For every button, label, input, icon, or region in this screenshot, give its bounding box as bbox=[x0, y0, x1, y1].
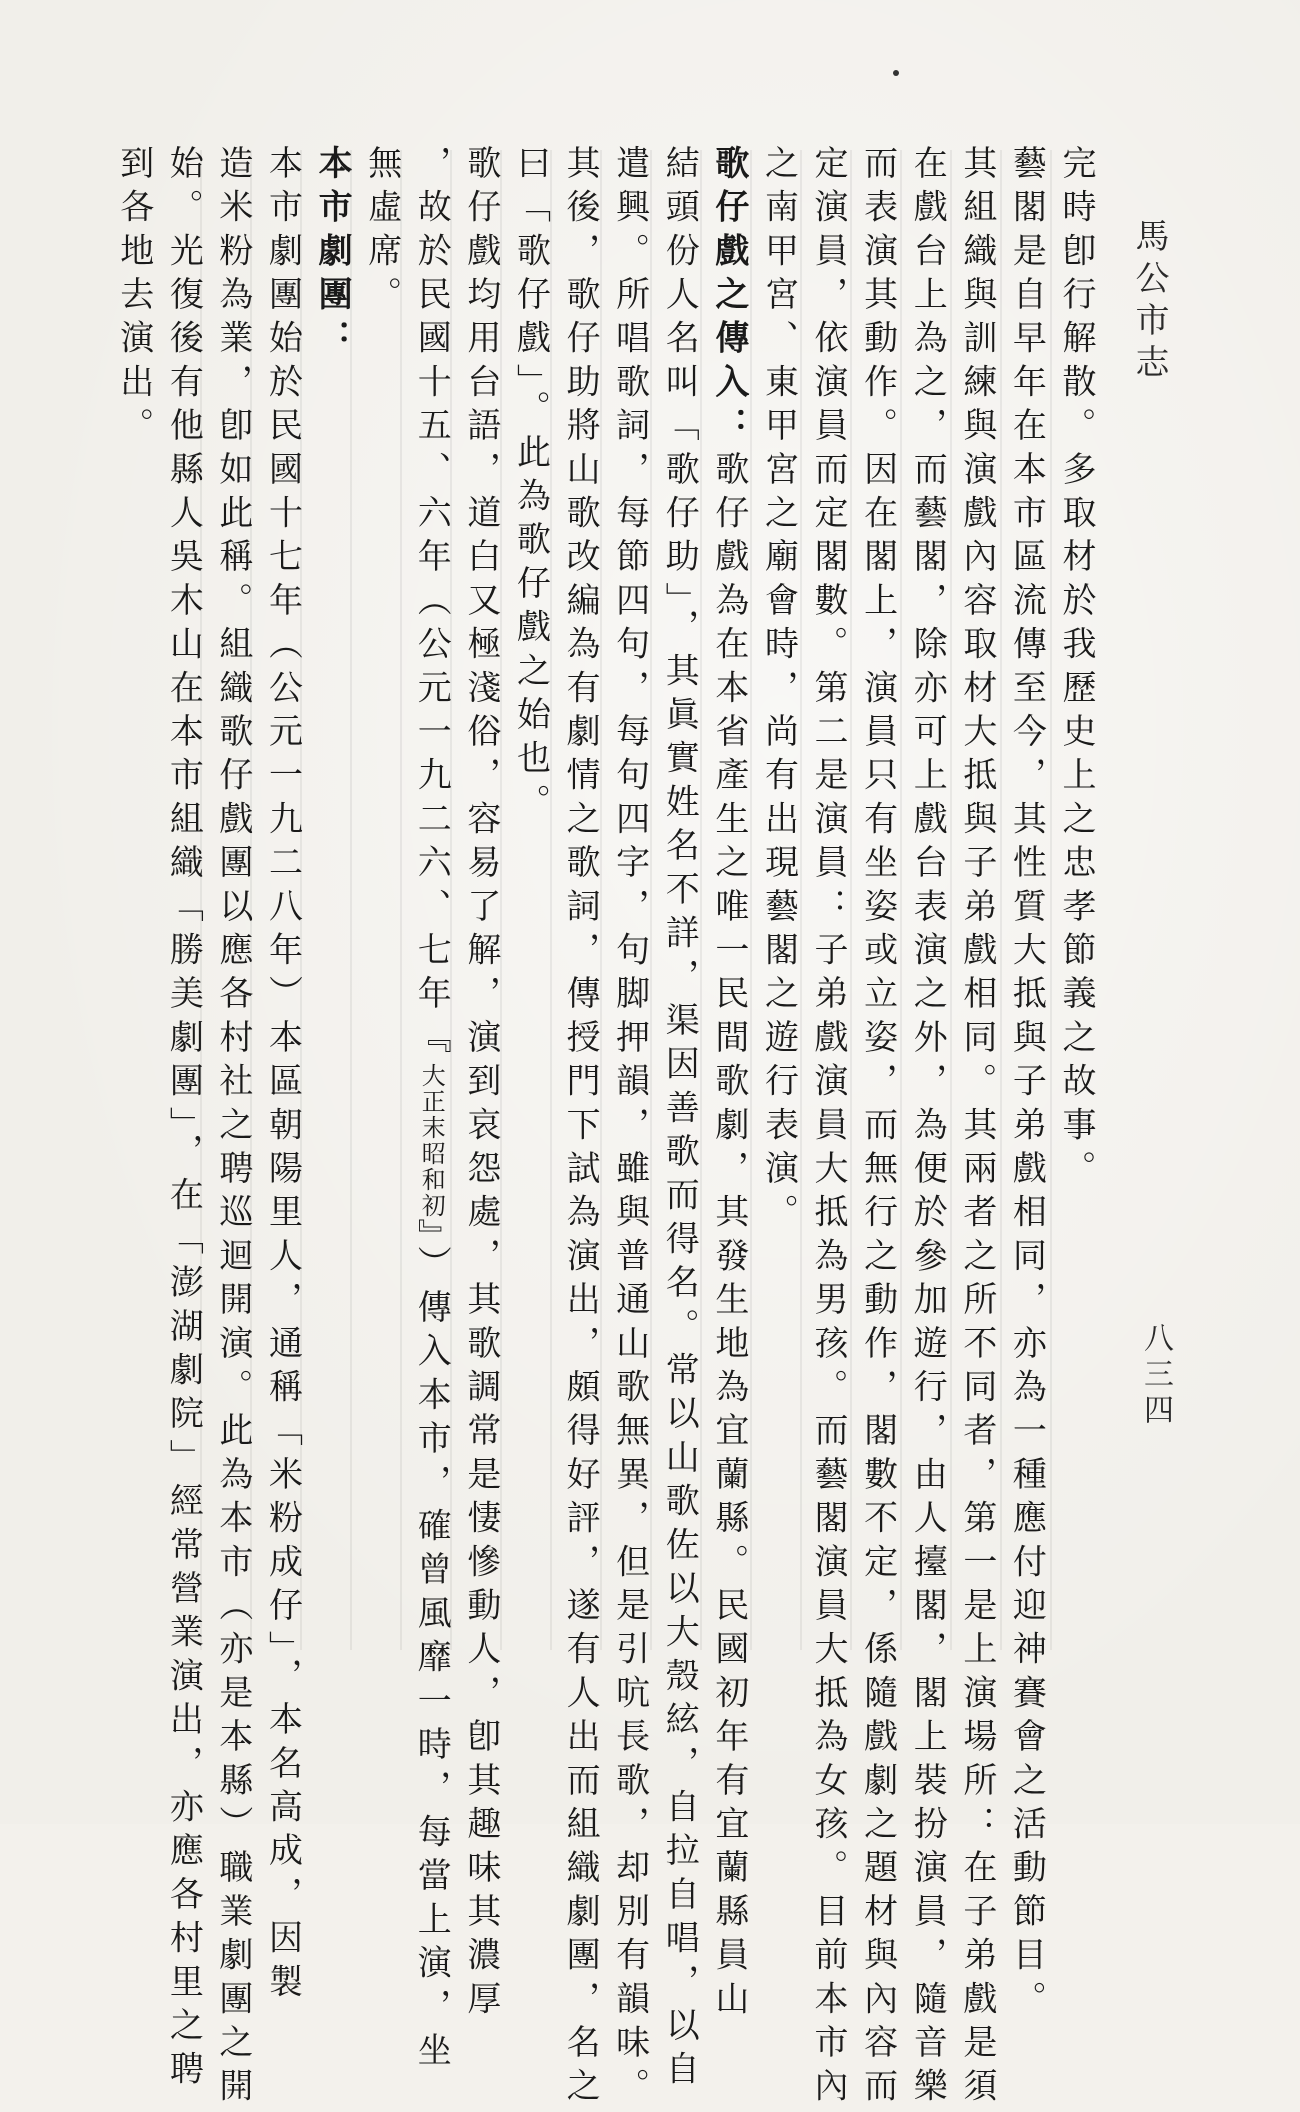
text-column: 其後，歌仔助將山歌改編為有劇情之歌詞，傳授門下試為演出，頗得好評，遂有人出而組織劇團，名之 bbox=[560, 145, 601, 2112]
text-column: 定演員，依演員而定閣數。第二是演員：子弟戲演員大抵為男孩。而藝閣演員大抵為女孩。目前本市內 bbox=[808, 145, 849, 2112]
section-heading: 歌仔戲之傳入： bbox=[708, 145, 749, 451]
text-column: 藝閣是自早年在本市區流傳至今，其性質大抵與子弟戲相同，亦為一種應付迎神賽會之活動節目。 bbox=[1006, 145, 1047, 2025]
text-column bbox=[406, 145, 456, 2076]
section-text: 歌仔戲為在本省產生之唯一民間歌劇，其發生地為宜蘭縣。民國初年有宜蘭縣員山 bbox=[708, 450, 749, 2025]
text-column bbox=[703, 145, 753, 2025]
text-column: 完時卽行解散。多取材於我歷史上之忠孝節義之故事。 bbox=[1056, 145, 1096, 1194]
text-column: 遣興。所唱歌詞，每節四句，每句四字，句脚押韻，雖與普通山歌無異，但是引吭長歌，却別有韻味。 bbox=[609, 145, 650, 2112]
text-column: 到各地去演出。 bbox=[113, 145, 154, 451]
text-column: 其組織與訓練與演戲內容取材大抵與子弟戲相同。其兩者之所不同者，第一是上演場所：在子弟戲是須 bbox=[956, 145, 997, 2112]
ink-dot bbox=[893, 70, 899, 76]
running-head: 馬公市志 bbox=[1129, 218, 1169, 386]
text-column: 結頭份人名叫「歌仔助」，其眞實姓名不詳，渠因善歌而得名。常以山歌佐以大殼絃，自拉自唱，以自 bbox=[659, 145, 700, 2095]
text-column: 歌仔戲均用台語，道白又極淺俗，容易了解，演到哀怨處，其歌調常是悽慘動人，卽其趣味其濃厚 bbox=[460, 145, 501, 2025]
text-column: 在戲台上為之，而藝閣，除亦可上戲台表演之外，為便於參加遊行，由人擡閣，閣上裝扮演員，隨音樂 bbox=[907, 145, 948, 2112]
text-column: 之南甲宮、東甲宮之廟會時，尚有出現藝閣之遊行表演。 bbox=[758, 145, 799, 1238]
text-segment: ，故於民國十五、六年（公元一九二六、七年『 bbox=[411, 145, 452, 1063]
text-column: 造米粉為業，卽如此稱。組織歌仔戲團以應各村社之聘巡迴開演。此為本市（亦是本縣）職業劇團之開 bbox=[212, 145, 253, 2112]
text-column: 曰「歌仔戲」。此為歌仔戲之始也。 bbox=[510, 145, 551, 828]
era-note: 大正末昭和初 bbox=[417, 1062, 446, 1219]
text-column bbox=[307, 145, 357, 1765]
body-text bbox=[113, 145, 1100, 2112]
text-column: 本市劇團始於民國十七年（公元一九二八年）本區朝陽里人，通稱「米粉成仔」，本名高成，因製 bbox=[262, 145, 303, 2008]
page-number: 八三四 bbox=[1138, 1322, 1173, 1430]
text-column: 始。光復後有他縣人吳木山在本市組織「勝美劇團」，在「澎湖劇院」經常營業演出，亦應各村里之聘 bbox=[163, 145, 204, 2095]
text-column: 而表演其動作。因在閣上，演員只有坐姿或立姿，而無行之動作，閣數不定，係隨戲劇之題材與內容而 bbox=[857, 145, 898, 2112]
section-heading: 本市劇團： bbox=[312, 145, 353, 364]
text-column: 無虛席。 bbox=[361, 145, 402, 320]
text-segment: 』）傳入本市，確曾風靡一時，每當上演，坐 bbox=[411, 1218, 452, 2076]
